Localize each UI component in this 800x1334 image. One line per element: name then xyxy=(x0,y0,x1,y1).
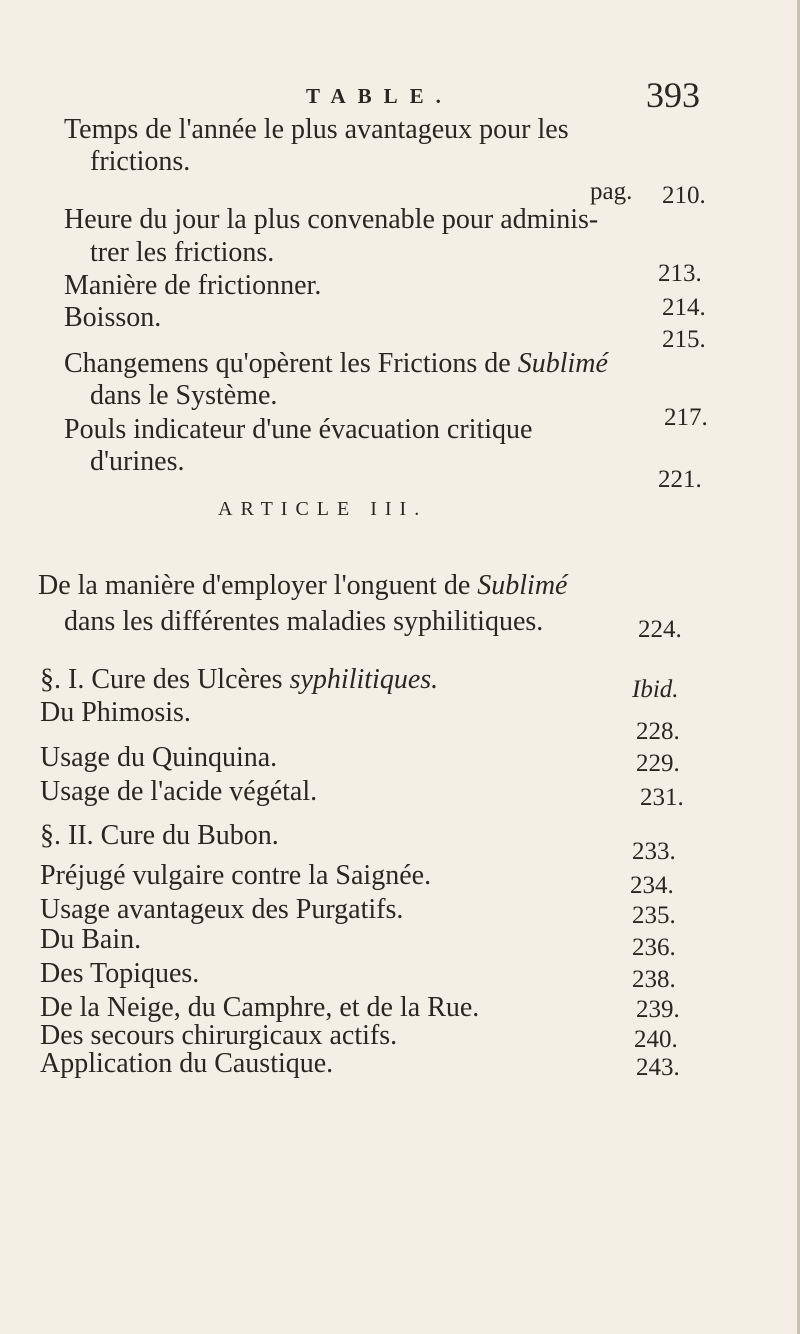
entry-page: 239. xyxy=(636,996,680,1023)
entry-text: Du Phimosis. xyxy=(40,697,191,728)
entry-text: frictions. xyxy=(90,146,191,177)
entry-text: Des secours chirurgicaux actifs. xyxy=(40,1020,398,1051)
entry-text: Pouls indicateur d'une évacuation critique xyxy=(64,414,533,445)
entry-text: trer les frictions. xyxy=(90,237,275,268)
article-heading: ARTICLE III. xyxy=(218,498,428,520)
entry-page: 243. xyxy=(636,1054,680,1081)
entry-page: 236. xyxy=(632,934,676,961)
entry-page: 233. xyxy=(632,838,676,865)
entry-text: Boisson. xyxy=(64,302,162,333)
page-header-title: TABLE. xyxy=(306,84,453,108)
entry-page: 213. xyxy=(658,260,702,287)
entry-text: Usage de l'acide végétal. xyxy=(40,776,318,807)
entry-text: Changemens qu'opèrent les Frictions de Sublimé xyxy=(64,348,608,379)
entry-text: Application du Caustique. xyxy=(40,1048,334,1079)
page-number: 393 xyxy=(646,75,700,115)
entry-page: 214. xyxy=(662,294,706,321)
entry-page: 224. xyxy=(638,616,682,643)
entry-page: 234. xyxy=(630,872,674,899)
entry-page: 229. xyxy=(636,750,680,777)
entry-text: d'urines. xyxy=(90,446,185,477)
entry-text: Préjugé vulgaire contre la Saignée. xyxy=(40,860,432,891)
entry-page: 235. xyxy=(632,902,676,929)
entry-text: De la manière d'employer l'onguent de Sublimé xyxy=(38,570,568,601)
entry-page: Ibid. xyxy=(632,676,679,703)
entry-text: Manière de frictionner. xyxy=(64,270,322,301)
entry-page: 215. xyxy=(662,326,706,353)
entry-text: Usage du Quinquina. xyxy=(40,742,278,773)
entry-text: dans le Système. xyxy=(90,380,278,411)
entry-page: 221. xyxy=(658,466,702,493)
entry-text: §. I. Cure des Ulcères syphilitiques. xyxy=(40,664,439,695)
entry-page: 210. xyxy=(662,182,706,209)
entry-text: Temps de l'année le plus avantageux pour les xyxy=(64,114,569,145)
entry-page: 217. xyxy=(664,404,708,431)
entry-page: 228. xyxy=(636,718,680,745)
entry-text: Du Bain. xyxy=(40,924,142,955)
entry-text: Heure du jour la plus convenable pour adminis- xyxy=(64,204,599,235)
entry-text: De la Neige, du Camphre, et de la Rue. xyxy=(40,992,480,1023)
pag-label: pag. xyxy=(590,178,633,205)
entry-text: dans les différentes maladies syphilitiques. xyxy=(64,606,544,637)
entry-text: Usage avantageux des Purgatifs. xyxy=(40,894,404,925)
entry-page: 238. xyxy=(632,966,676,993)
entry-page: 231. xyxy=(640,784,684,811)
entry-text: §. II. Cure du Bubon. xyxy=(40,820,279,851)
entry-page: 240. xyxy=(634,1026,678,1053)
entry-text: Des Topiques. xyxy=(40,958,200,989)
